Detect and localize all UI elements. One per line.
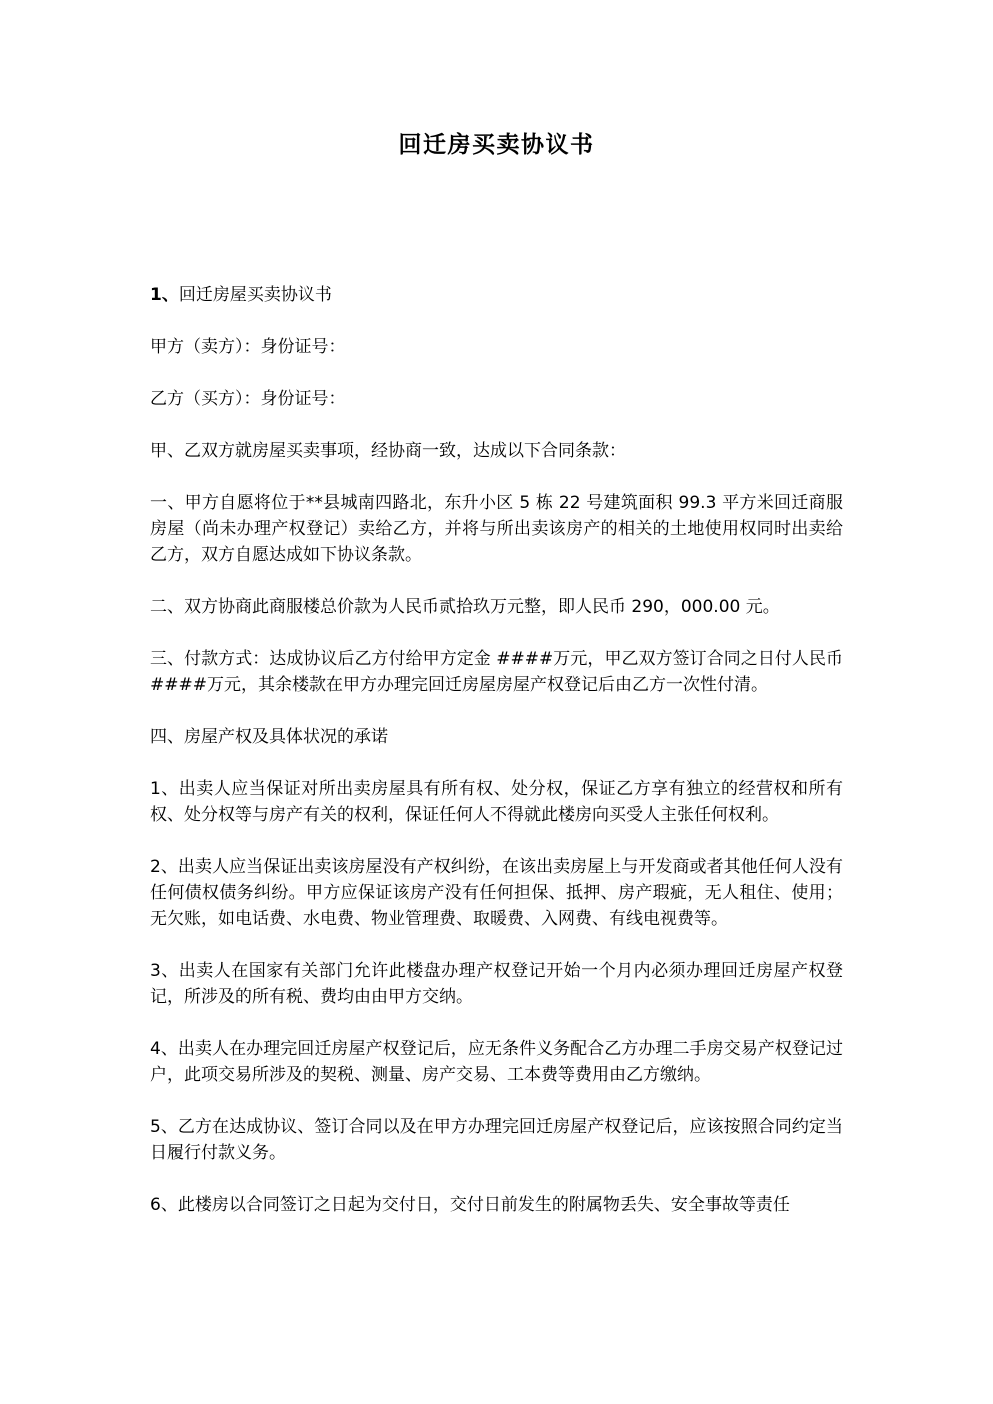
section-heading-text: 回迁房屋买卖协议书 (178, 285, 332, 305)
section-heading (150, 282, 843, 308)
paragraph-party-b: 乙方（买方）：身份证号： (150, 389, 346, 409)
paragraph-clause-3: 三、付款方式：达成协议后乙方付给甲方定金 ####万元，甲乙双方签订合同之日付人民币####万元，其余楼款在甲方办理完回迁房屋房屋产权登记后由乙方一次性付清。 (150, 649, 843, 695)
paragraph-clause-4-item-6: 6、此楼房以合同签订之日起为交付日，交付日前发生的附属物丢失、安全事故等责任 (150, 1195, 790, 1215)
paragraph-clause-4-item-4: 4、出卖人在办理完回迁房屋产权登记后，应无条件义务配合乙方办理二手房交易产权登记过户，此项交易所涉及的契税、测量、房产交易、工本费等费用由乙方缴纳。 (150, 1039, 843, 1085)
paragraph-clause-2: 二、双方协商此商服楼总价款为人民币贰拾玖万元整，即人民币 290，000.00 元。 (150, 597, 780, 617)
paragraph-clause-4-item-2: 2、出卖人应当保证出卖该房屋没有产权纠纷，在该出卖房屋上与开发商或者其他任何人没有任何债权债务纠纷。甲方应保证该房产没有任何担保、抵押、房产瑕疵，无人租住、使用；无欠账，如电话费、水电费、物业管理费、取暖费、入网费、有线电视费等。 (150, 857, 843, 929)
paragraph-preamble: 甲、乙双方就房屋买卖事项，经协商一致，达成以下合同条款： (150, 441, 626, 461)
paragraph-clause-4-heading: 四、房屋产权及具体状况的承诺 (150, 727, 388, 747)
section-heading-number: 1、 (150, 285, 179, 305)
paragraph-clause-4-item-1: 1、出卖人应当保证对所出卖房屋具有所有权、处分权，保证乙方享有独立的经营权和所有权、处分权等与房产有关的权利，保证任何人不得就此楼房向买受人主张任何权利。 (150, 779, 843, 825)
document-title: 回迁房买卖协议书 (398, 132, 595, 158)
paragraph-clause-4-item-5: 5、乙方在达成协议、签订合同以及在甲方办理完回迁房屋产权登记后，应该按照合同约定当日履行付款义务。 (150, 1117, 843, 1163)
paragraph-clause-1: 一、甲方自愿将位于**县城南四路北，东升小区 5 栋 22 号建筑面积 99.3 平方米回迁商服房屋（尚未办理产权登记）卖给乙方，并将与所出卖该房产的相关的土地使用权同时出卖给乙方，双方自愿达成如下协议条款。 (150, 493, 843, 565)
paragraph-party-a: 甲方（卖方）：身份证号： (150, 337, 346, 357)
paragraph-clause-4-item-3: 3、出卖人在国家有关部门允许此楼盘办理产权登记开始一个月内必须办理回迁房屋产权登记，所涉及的所有税、费均由由甲方交纳。 (150, 961, 843, 1007)
